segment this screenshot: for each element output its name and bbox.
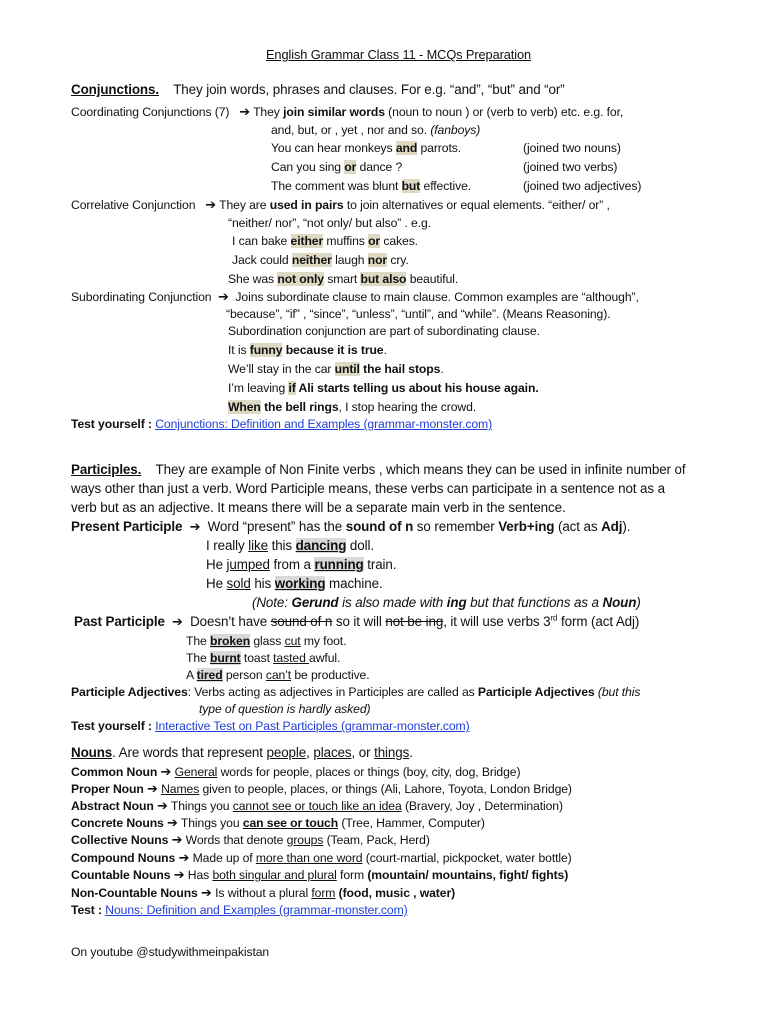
conjunctions-test: Test yourself : Conjunctions: Definition and Examples (grammar-monster.com) <box>71 417 493 431</box>
arrow-right-icon: ➔ <box>172 615 183 630</box>
subordinating-label: Subordinating Conjunction ➔ Joins subordinate clause to main clause. Common examples are “although”, <box>71 290 639 305</box>
arrow-right-icon: ➔ <box>201 886 212 901</box>
arrow-right-icon: ➔ <box>167 816 178 831</box>
gerund-note: (Note: Gerund is also made with ing but that functions as a Noun) <box>252 595 641 610</box>
correlative-label: Correlative Conjunction ➔ They are used in pairs to join alternatives or equal elements. “either/ or” , <box>71 198 610 213</box>
participles-intro-3: verb but as an adjective. It means there will be a separate main verb in the sentence. <box>71 500 566 515</box>
participles-heading: Participles. <box>71 462 142 477</box>
countable-noun-line: Countable Nouns ➔ Has both singular and plural form (mountain/ mountains, fight/ fights) <box>71 868 569 883</box>
arrow-right-icon: ➔ <box>239 105 250 120</box>
coordinating-label: Coordinating Conjunctions (7) ➔ They join similar words (noun to noun ) or (verb to verb) etc. e.g. for, <box>71 105 624 120</box>
correlative-example-3: She was not only smart but also beautiful. <box>228 272 459 286</box>
common-noun-line: Common Noun ➔ General words for people, places or things (boy, city, dog, Bridge) <box>71 765 521 780</box>
coordinating-example-3: The comment was blunt but effective. <box>271 179 472 193</box>
arrow-right-icon: ➔ <box>160 765 172 780</box>
proper-noun-line: Proper Noun ➔ Names given to people, places, or things (Ali, Lahore, Toyota, London Bridge) <box>71 782 572 797</box>
past-participle-line: Past Participle ➔ Doesn’t have sound of n so it will not be ing, it will use verbs 3rd form (act Adj) <box>74 613 640 630</box>
nouns-intro: Nouns. Are words that represent people, places, or things. <box>71 745 413 760</box>
coordinating-line-2: and, but, or , yet , nor and so. (fanboys) <box>271 123 481 137</box>
collective-noun-line: Collective Nouns ➔ Words that denote groups (Team, Pack, Herd) <box>71 833 430 848</box>
participles-test: Test yourself : Interactive Test on Past Participles (grammar-monster.com) <box>71 719 470 733</box>
conjunctions-intro: Conjunctions. They join words, phrases and clauses. For e.g. “and”, “but” and “or” <box>71 82 565 97</box>
subordinating-example-1: It is funny because it is true. <box>228 343 387 357</box>
arrow-right-icon: ➔ <box>218 290 229 305</box>
correlative-example-1: I can bake either muffins or cakes. <box>232 234 418 248</box>
page-title: English Grammar Class 11 - MCQs Preparation <box>266 47 531 62</box>
present-participle-example-1: I really like this dancing doll. <box>206 538 374 553</box>
nouns-test: Test : Nouns: Definition and Examples (grammar-monster.com) <box>71 903 408 917</box>
compound-noun-line: Compound Nouns ➔ Made up of more than one word (court-martial, pickpocket, water bottle) <box>71 851 572 866</box>
arrow-right-icon: ➔ <box>173 868 185 883</box>
nouns-test-link[interactable]: Nouns: Definition and Examples (grammar-monster.com) <box>105 903 408 917</box>
coordinating-note-3: (joined two adjectives) <box>523 179 642 193</box>
coordinating-note-1: (joined two nouns) <box>523 141 621 155</box>
conjunctions-test-link[interactable]: Conjunctions: Definition and Examples (grammar-monster.com) <box>155 417 493 431</box>
participles-intro-2: ways other than just a verb. Word Participle means, these verbs can participate in a sentence not as a <box>71 481 665 496</box>
subordinating-example-3: I’m leaving if Ali starts telling us about his house again. <box>228 381 539 395</box>
subordinating-line-2: “because”, “if” , “since”, “unless”, “until”, and “while”. (Means Reasoning). <box>226 307 611 321</box>
nouns-heading: Nouns <box>71 745 113 760</box>
footer-youtube: On youtube @studywithmeinpakistan <box>71 945 270 959</box>
present-participle-example-2: He jumped from a running train. <box>206 557 397 572</box>
subordinating-example-2: We’ll stay in the car until the hail stops. <box>228 362 444 376</box>
conjunctions-heading: Conjunctions. <box>71 82 159 97</box>
subordinating-example-4: When the bell rings, I stop hearing the crowd. <box>228 400 477 414</box>
concrete-noun-line: Concrete Nouns ➔ Things you can see or touch (Tree, Hammer, Computer) <box>71 816 485 831</box>
correlative-example-2: Jack could neither laugh nor cry. <box>232 253 409 267</box>
arrow-right-icon: ➔ <box>171 833 183 848</box>
arrow-right-icon: ➔ <box>178 851 190 866</box>
past-participle-example-3: A tired person can’t be productive. <box>186 668 370 682</box>
arrow-right-icon: ➔ <box>189 520 201 535</box>
arrow-right-icon: ➔ <box>205 198 217 213</box>
coordinating-example-2: Can you sing or dance ? <box>271 160 403 174</box>
participle-adjectives-line-2: type of question is hardly asked) <box>199 702 371 716</box>
present-participle-example-3: He sold his working machine. <box>206 576 383 591</box>
present-participle-line: Present Participle ➔ Word “present” has the sound of n so remember Verb+ing (act as Adj). <box>71 519 631 535</box>
abstract-noun-line: Abstract Noun ➔ Things you cannot see or touch like an idea (Bravery, Joy , Determination) <box>71 799 563 814</box>
participles-intro-1: Participles. They are example of Non Finite verbs , which means they can be used in infinite number of <box>71 462 686 477</box>
past-participle-example-2: The burnt toast tasted awful. <box>186 651 341 665</box>
correlative-line-2: “neither/ nor”, “not only/ but also” . e.g. <box>228 216 431 230</box>
participles-test-link[interactable]: Interactive Test on Past Participles (grammar-monster.com) <box>155 719 470 733</box>
participle-adjectives-line: Participle Adjectives: Verbs acting as adjectives in Participles are called as Participle Adjectives (but this <box>71 685 641 699</box>
subordinating-line-3: Subordination conjunction are part of subordinating clause. <box>228 324 540 338</box>
coordinating-example-1: You can hear monkeys and parrots. <box>271 141 462 155</box>
arrow-right-icon: ➔ <box>156 799 168 814</box>
coordinating-note-2: (joined two verbs) <box>523 160 618 174</box>
arrow-right-icon: ➔ <box>147 782 158 797</box>
noncountable-noun-line: Non-Countable Nouns ➔ Is without a plural form (food, music , water) <box>71 886 456 901</box>
past-participle-example-1: The broken glass cut my foot. <box>186 634 347 648</box>
